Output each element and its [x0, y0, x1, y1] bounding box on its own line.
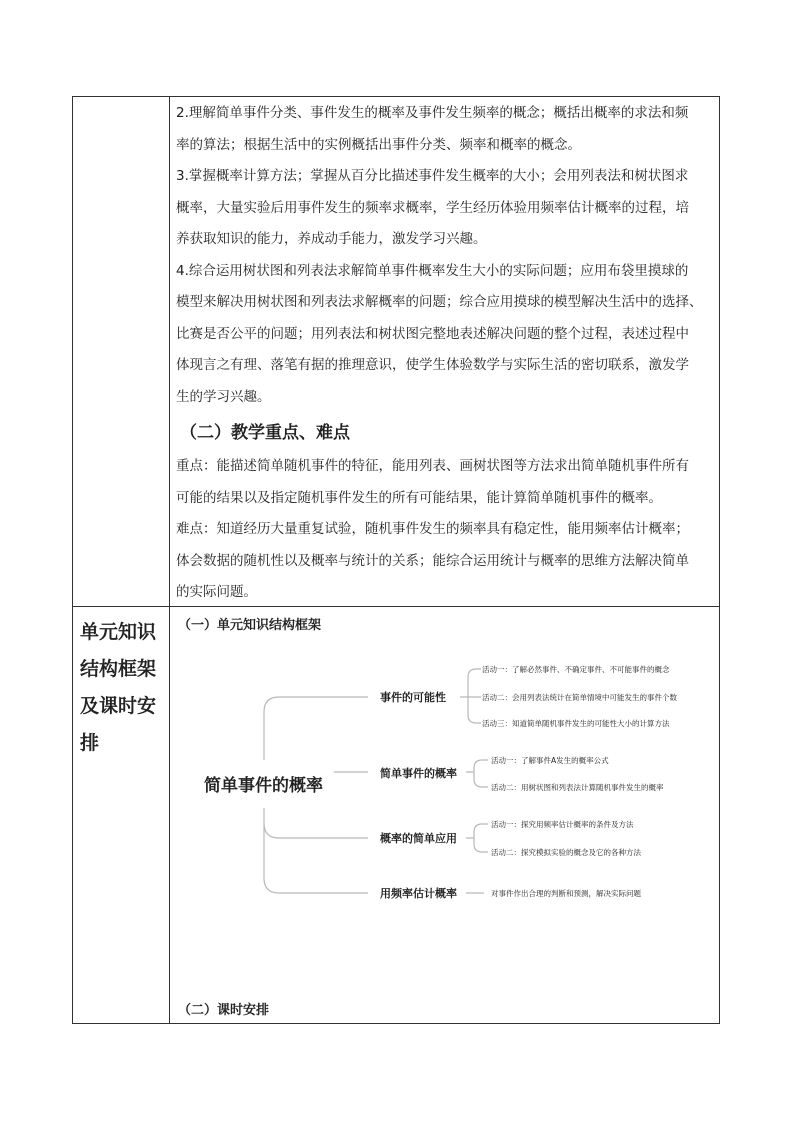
mindmap-leaf: 活动三：知道简单随机事件发生的可能性大小的计算方法	[482, 719, 670, 728]
key-point-line: 重点：能描述简单随机事件的特征，能用列表、画树状图等方法求出简单随机事件所有	[176, 458, 689, 474]
mindmap-root: 简单事件的概率	[204, 776, 323, 796]
key-point-line: 的实际问题。	[176, 584, 257, 600]
mindmap-connector	[264, 808, 368, 838]
mindmap-branch: 简单事件的概率	[380, 767, 457, 780]
objective-line: 模型来解决用树状图和列表法求解概率的问题；综合应用摸球的模型解决生活中的选择、	[176, 294, 703, 310]
objective-line: 率的算法；根据生活中的实例概括出事件分类、频率和概率的概念。	[176, 136, 581, 153]
objective-line: 体现言之有理、落笔有据的推理意识，使学生体验数学与实际生活的密切联系，激发学	[176, 357, 689, 373]
mindmap-connector	[264, 823, 368, 893]
mindmap-branch: 概率的简单应用	[380, 832, 457, 845]
objective-line: 2.理解简单事件分类、事件发生的概率及事件发生频率的概念；概括出概率的求法和频	[176, 105, 689, 121]
mindmap-connector	[264, 697, 368, 760]
mindmap-connector	[466, 760, 488, 787]
objective-line: 生的学习兴趣。	[176, 388, 271, 405]
mindmap-connector	[466, 824, 488, 852]
unit-title-line: 及课时安	[80, 695, 157, 717]
objective-line: 3.掌握概率计算方法；掌握从百分比描述事件发生概率的大小；会用列表法和树状图求	[176, 168, 689, 184]
mindmap-connector	[460, 669, 481, 723]
key-points-heading: （二）教学重点、难点	[180, 423, 350, 443]
objective-line: 比赛是否公平的问题；用列表法和树状图完整地表述解决问题的整个过程，表述过程中	[176, 325, 689, 342]
objective-line: 概率，大量实验后用事件发生的频率求概率，学生经历体验用频率估计概率的过程，培	[176, 199, 689, 216]
key-point-line: 体会数据的随机性以及概率与统计的关系；能综合运用统计与概率的思维方法解决简单	[176, 552, 689, 569]
mindmap-leaf: 活动二：用树状图和列表法计算随机事件发生的概率	[491, 783, 664, 792]
objective-line: 4.综合运用树状图和列表法求解简单事件概率发生大小的实际问题；应用布袋里摸球的	[176, 262, 689, 279]
unit-title-line: 排	[80, 732, 100, 754]
framework-heading: （一）单元知识结构框架	[178, 618, 322, 633]
mindmap-leaf: 活动一：探究用频率估计概率的条件及方法	[491, 820, 634, 829]
mindmap-leaf: 活动一：了解事件A发生的概率公式	[491, 756, 609, 765]
key-point-line: 可能的结果以及指定随机事件发生的所有可能结果，能计算简单随机事件的概率。	[176, 489, 662, 506]
unit-title-line: 结构框架	[80, 658, 157, 680]
mindmap-leaf: 活动一：了解必然事件、不确定事件、不可能事件的概念	[482, 665, 670, 674]
mindmap-branch: 事件的可能性	[380, 691, 446, 704]
schedule-heading: （二）课时安排	[178, 1003, 270, 1018]
unit-title-line: 单元知识	[80, 621, 157, 643]
mindmap-leaf: 活动二：会用列表法统计在简单情境中可能发生的事件个数	[482, 693, 677, 702]
mindmap-branch: 用频率估计概率	[380, 887, 457, 900]
key-point-line: 难点：知道经历大量重复试验，随机事件发生的频率具有稳定性，能用频率估计概率；	[176, 521, 689, 537]
mindmap-leaf: 活动二：探究模拟实验的概念及它的各种方法	[491, 848, 641, 857]
objective-line: 养获取知识的能力，养成动手能力，激发学习兴趣。	[176, 231, 487, 247]
mindmap-leaf: 对事件作出合理的判断和预测，解决实际问题	[491, 889, 641, 898]
